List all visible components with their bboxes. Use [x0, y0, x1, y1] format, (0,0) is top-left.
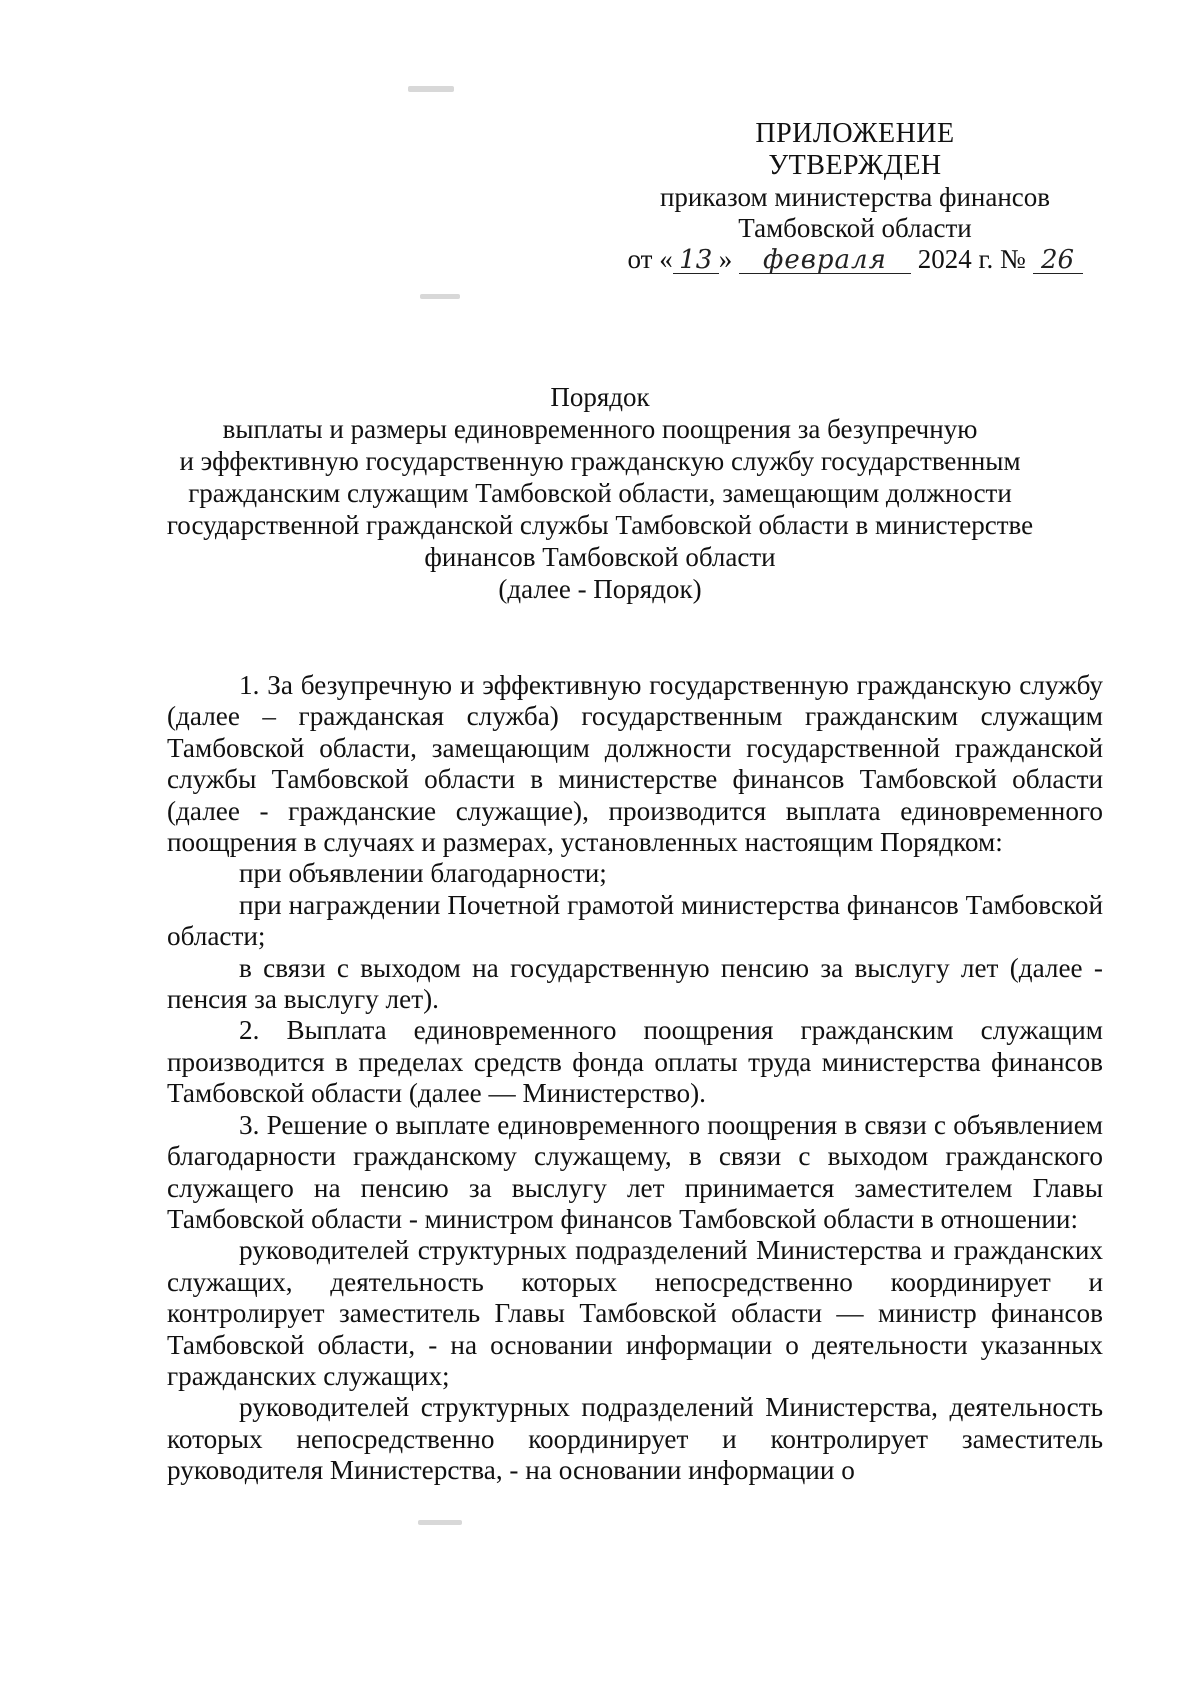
title-line: финансов Тамбовской области	[424, 542, 776, 572]
title-line: государственной гражданской службы Тамбовской области в министерстве	[166, 510, 1034, 540]
paragraph: руководителей структурных подразделений Министерства, деятельность которых непосредственно координирует и контролирует заместитель руководителя Министерства, - на основании информации о	[167, 1392, 1103, 1486]
paragraph: 3. Решение о выплате единовременного поощрения в связи с объявлением благодарности гражданскому служащему, в связи с выходом гражданского служащего на пенсию за выслугу лет принимается заместителем Главы Тамбовской области - министром финансов Тамбовской области в отношении:	[167, 1109, 1103, 1234]
title-line: выплаты и размеры единовременного поощрения за безупречную	[222, 414, 978, 444]
handwritten-day: 13	[673, 247, 719, 274]
order-region: Тамбовской области	[738, 213, 972, 243]
approval-block	[600, 118, 1110, 275]
title-line: Порядок	[550, 382, 650, 412]
paragraph: руководителей структурных подразделений Министерства и гражданских служащих, деятельность которых непосредственно координирует и контролирует заместитель Главы Тамбовской области — министр финансов Тамбовской области, - на основании информации о деятельности указанных гражданских служащих;	[167, 1235, 1103, 1391]
order-date-line	[600, 244, 1110, 275]
paragraph: при награждении Почетной грамотой министерства финансов Тамбовской области;	[167, 889, 1103, 952]
date-year: 2024 г. №	[917, 244, 1026, 274]
handwritten-order-number: 26	[1033, 247, 1083, 274]
document-body	[167, 670, 1103, 1487]
scan-speck	[420, 294, 460, 299]
date-prefix: от «	[627, 244, 673, 274]
appendix-heading: ПРИЛОЖЕНИЕ	[755, 118, 955, 149]
scan-speck	[418, 1520, 462, 1525]
document-title	[150, 381, 1050, 605]
paragraph: при объявлении благодарности;	[239, 858, 607, 889]
date-mid: »	[718, 244, 733, 274]
title-line: и эффективную государственную гражданскую службу государственным	[179, 446, 1021, 476]
approved-heading: УТВЕРЖДЕН	[768, 150, 942, 181]
scan-speck	[408, 86, 454, 92]
paragraph: 2. Выплата единовременного поощрения гражданским служащим производится в пределах средств фонда оплаты труда министерства финансов Тамбовской области (далее — Министерство).	[167, 1015, 1103, 1109]
paragraph: в связи с выходом на государственную пенсию за выслугу лет (далее - пенсия за выслугу лет).	[167, 952, 1103, 1015]
order-issuer: приказом министерства финансов	[659, 182, 1051, 212]
title-line: гражданским служащим Тамбовской области, замещающим должности	[188, 478, 1012, 508]
paragraph: 1. За безупречную и эффективную государственную гражданскую службу (далее – гражданская служба) государственным гражданским служащим Тамбовской области, замещающим должности государственной гражданской службы Тамбовской области в министерстве финансов Тамбовской области (далее - гражданские служащие), производится выплата единовременного поощрения в случаях и размерах, установленных настоящим Порядком:	[167, 670, 1103, 858]
handwritten-month: февраля	[739, 247, 911, 274]
title-line: (далее - Порядок)	[498, 574, 702, 604]
